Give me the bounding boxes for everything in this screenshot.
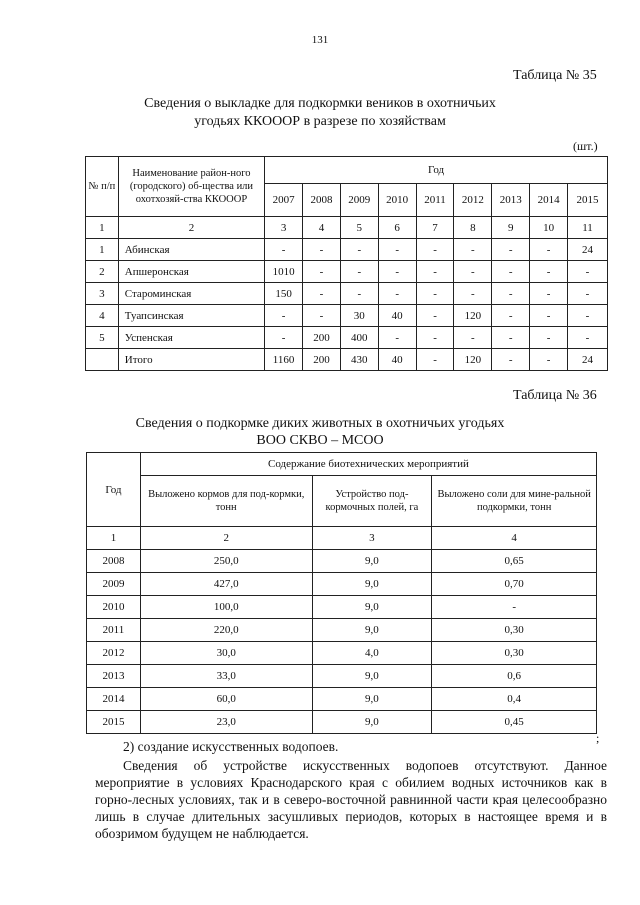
- t36-header-col3: Выложено соли для мине-ральной подкормки, тонн: [432, 476, 597, 527]
- table36: [86, 452, 597, 734]
- row-value: 120: [454, 305, 492, 327]
- t35-index-cell: 10: [530, 217, 568, 239]
- t35-index-cell: 6: [378, 217, 416, 239]
- row-value: 40: [378, 305, 416, 327]
- t35-year-2013: 2013: [492, 184, 530, 217]
- row-value: -: [265, 239, 303, 261]
- row-value: -: [303, 305, 341, 327]
- t35-index-cell: 7: [416, 217, 454, 239]
- cell-c2: 9,0: [312, 550, 432, 573]
- table-row: [86, 305, 608, 327]
- row-value: -: [492, 283, 530, 305]
- cell-year: 2012: [87, 642, 141, 665]
- cell-c1: 100,0: [140, 596, 312, 619]
- margin-mark: ;: [596, 731, 600, 745]
- t35-header-year-group: Год: [265, 157, 608, 184]
- row-value: 150: [265, 283, 303, 305]
- cell-c1: 30,0: [140, 642, 312, 665]
- row-value: -: [568, 283, 608, 305]
- cell-year: 2011: [87, 619, 141, 642]
- row-name: Успенская: [118, 327, 264, 349]
- cell-c2: 9,0: [312, 688, 432, 711]
- cell-c2: 9,0: [312, 711, 432, 734]
- row-value: -: [568, 327, 608, 349]
- row-value: -: [340, 239, 378, 261]
- t35-year-2012: 2012: [454, 184, 492, 217]
- row-value: 1160: [265, 349, 303, 371]
- row-name: Абинская: [118, 239, 264, 261]
- row-value: 24: [568, 239, 608, 261]
- cell-c1: 220,0: [140, 619, 312, 642]
- cell-c2: 4,0: [312, 642, 432, 665]
- row-value: -: [530, 283, 568, 305]
- t35-index-cell: 3: [265, 217, 303, 239]
- row-name: Апшеронская: [118, 261, 264, 283]
- t35-index-cell: 1: [86, 217, 119, 239]
- cell-year: 2014: [87, 688, 141, 711]
- t35-index-cell: 2: [118, 217, 264, 239]
- row-num: 1: [86, 239, 119, 261]
- row-value: -: [416, 327, 454, 349]
- t35-year-2015: 2015: [568, 184, 608, 217]
- t35-year-2008: 2008: [303, 184, 341, 217]
- cell-c2: 9,0: [312, 596, 432, 619]
- t36-index-cell: 3: [312, 527, 432, 550]
- row-value: -: [492, 327, 530, 349]
- row-value: -: [530, 349, 568, 371]
- row-value: -: [265, 305, 303, 327]
- table-row: [87, 665, 597, 688]
- row-value: -: [492, 349, 530, 371]
- row-value: 120: [454, 349, 492, 371]
- t36-header-year: Год: [87, 453, 141, 527]
- row-value: -: [530, 327, 568, 349]
- t36-header-col2: Устройство под-кормочных полей, га: [312, 476, 432, 527]
- cell-c3: 0,30: [432, 642, 597, 665]
- row-value: 400: [340, 327, 378, 349]
- row-value: -: [530, 239, 568, 261]
- section-paragraph: Сведения об устройстве искусственных водопоев отсутствуют. Данное мероприятие в условиях Краснодарского края с обилием водных источников как в горно-лесных условиях, так и в северо-восточной равнинной части края целесообразно лишь в случае длительных засушливых периодов, которых в настоящее время и в обозримом будущем не наблюдается.: [95, 758, 607, 841]
- table36-title-line2: ВОО СКВО – МСОО: [256, 433, 384, 448]
- table-row: [86, 239, 608, 261]
- t35-year-2010: 2010: [378, 184, 416, 217]
- row-value: -: [416, 261, 454, 283]
- section-heading: 2) создание искусственных водопоев.: [123, 739, 339, 754]
- t35-year-2007: 2007: [265, 184, 303, 217]
- row-name: Староминская: [118, 283, 264, 305]
- t35-index-cell: 9: [492, 217, 530, 239]
- row-value: -: [378, 239, 416, 261]
- table-row: [86, 349, 608, 371]
- row-value: -: [454, 327, 492, 349]
- row-value: -: [378, 283, 416, 305]
- row-value: -: [492, 305, 530, 327]
- cell-year: 2009: [87, 573, 141, 596]
- t35-index-cell: 5: [340, 217, 378, 239]
- cell-year: 2015: [87, 711, 141, 734]
- cell-c3: 0,65: [432, 550, 597, 573]
- row-value: -: [454, 283, 492, 305]
- cell-c1: 427,0: [140, 573, 312, 596]
- row-value: 1010: [265, 261, 303, 283]
- table35-title-line2: угодьях ККОООР в разрезе по хозяйствам: [194, 114, 446, 129]
- table35-title-line1: Сведения о выкладке для подкормки веников в охотничьих: [144, 96, 496, 111]
- row-num: 5: [86, 327, 119, 349]
- row-value: 30: [340, 305, 378, 327]
- t36-header-col1: Выложено кормов для под-кормки, тонн: [140, 476, 312, 527]
- table-row: [87, 550, 597, 573]
- table-row: [86, 283, 608, 305]
- cell-c3: 0,30: [432, 619, 597, 642]
- row-value: -: [303, 239, 341, 261]
- table-row: [87, 619, 597, 642]
- cell-c1: 23,0: [140, 711, 312, 734]
- row-num: 4: [86, 305, 119, 327]
- cell-c3: 0,45: [432, 711, 597, 734]
- row-value: 40: [378, 349, 416, 371]
- row-value: -: [454, 239, 492, 261]
- cell-c1: 33,0: [140, 665, 312, 688]
- row-value: -: [454, 261, 492, 283]
- row-value: -: [378, 261, 416, 283]
- cell-c3: -: [432, 596, 597, 619]
- row-value: -: [416, 305, 454, 327]
- t35-index-cell: 4: [303, 217, 341, 239]
- row-value: -: [303, 283, 341, 305]
- cell-c2: 9,0: [312, 573, 432, 596]
- t35-year-2014: 2014: [530, 184, 568, 217]
- t35-header-num: № п/п: [86, 157, 119, 217]
- row-value: -: [340, 283, 378, 305]
- table36-caption: Таблица № 36: [513, 388, 597, 403]
- row-value: 24: [568, 349, 608, 371]
- row-value: 430: [340, 349, 378, 371]
- table35: [85, 156, 608, 371]
- row-name: Итого: [118, 349, 264, 371]
- page-number: 131: [311, 34, 329, 46]
- cell-year: 2010: [87, 596, 141, 619]
- t36-index-cell: 4: [432, 527, 597, 550]
- row-value: -: [568, 305, 608, 327]
- table-row: [87, 688, 597, 711]
- row-value: -: [378, 327, 416, 349]
- row-value: -: [303, 261, 341, 283]
- cell-c1: 250,0: [140, 550, 312, 573]
- cell-c2: 9,0: [312, 619, 432, 642]
- row-value: -: [416, 283, 454, 305]
- t35-year-2009: 2009: [340, 184, 378, 217]
- table-row: [87, 642, 597, 665]
- row-value: -: [416, 239, 454, 261]
- t35-index-cell: 8: [454, 217, 492, 239]
- row-value: -: [265, 327, 303, 349]
- cell-c3: 0,70: [432, 573, 597, 596]
- row-num: [86, 349, 119, 371]
- t35-year-2011: 2011: [416, 184, 454, 217]
- table-row: [87, 711, 597, 734]
- row-value: -: [492, 261, 530, 283]
- row-value: 200: [303, 349, 341, 371]
- row-value: -: [492, 239, 530, 261]
- cell-c3: 0,6: [432, 665, 597, 688]
- table-row: [87, 596, 597, 619]
- t35-header-name: Наименование район-ного (городского) об-щества или охотхозяй-ства ККОООР: [118, 157, 264, 217]
- cell-c2: 9,0: [312, 665, 432, 688]
- row-value: -: [530, 305, 568, 327]
- cell-year: 2013: [87, 665, 141, 688]
- row-value: -: [530, 261, 568, 283]
- t35-index-cell: 11: [568, 217, 608, 239]
- table35-caption: Таблица № 35: [513, 68, 597, 83]
- table-row: [86, 327, 608, 349]
- table36-title-line1: Сведения о подкормке диких животных в охотничьих угодьях: [135, 416, 505, 431]
- row-value: -: [416, 349, 454, 371]
- row-value: 200: [303, 327, 341, 349]
- cell-c1: 60,0: [140, 688, 312, 711]
- cell-year: 2008: [87, 550, 141, 573]
- t36-header-group: Содержание биотехнических мероприятий: [140, 453, 596, 476]
- cell-c3: 0,4: [432, 688, 597, 711]
- row-value: -: [340, 261, 378, 283]
- table35-unit: (шт.): [573, 139, 598, 153]
- row-name: Туапсинская: [118, 305, 264, 327]
- t36-index-cell: 2: [140, 527, 312, 550]
- t36-index-cell: 1: [87, 527, 141, 550]
- row-value: -: [568, 261, 608, 283]
- table-row: [86, 261, 608, 283]
- table-row: [87, 573, 597, 596]
- row-num: 3: [86, 283, 119, 305]
- row-num: 2: [86, 261, 119, 283]
